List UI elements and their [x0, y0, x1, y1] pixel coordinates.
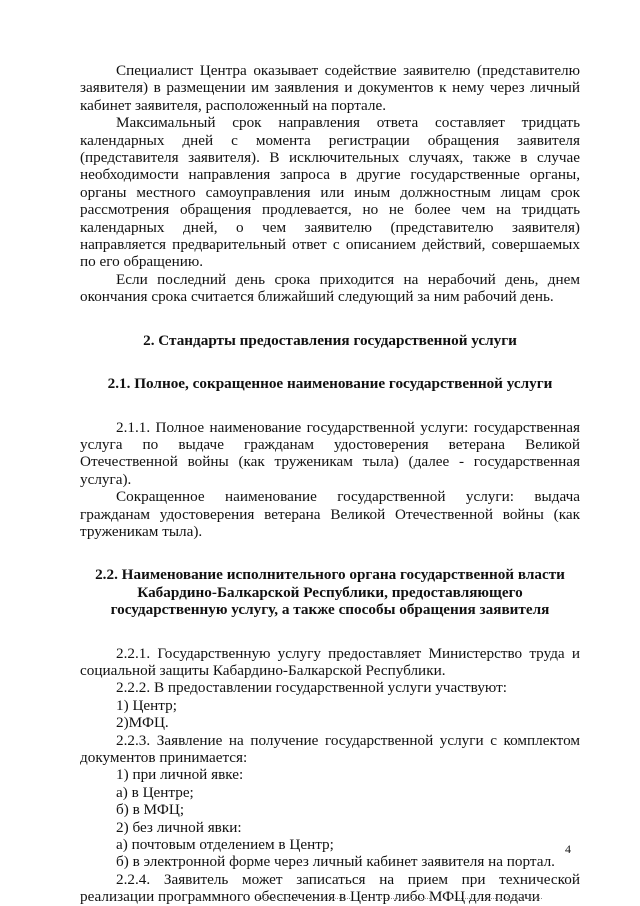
list-item-center: 1) Центр;: [116, 696, 177, 714]
paragraph-max-term: Максимальный срок направления ответа составляет тридцать календарных дней с момента регистрации обращения заявителя (представителя заявителя). В исключительных случаях, также в случае необходимости направления запроса в другие государственные органы, органы местного самоуправления или иным должностным лицам срок рассмотрения обращения продлевается, но не более чем на тридцать календарных дней, о чем заявителю (представителю заявителя) направляется предварительный ответ с описанием действий, совершаемых по его обращению.: [80, 114, 580, 271]
paragraph-2-2-2: 2.2.2. В предоставлении государственной услуги участвуют:: [116, 679, 507, 697]
page-number: 4: [565, 842, 571, 856]
list-item-personal-visit: 1) при личной явке:: [116, 766, 244, 784]
paragraph-2-2-4: 2.2.4. Заявитель может записаться на прием при технической реализации программного обеспечения в Центр либо МФЦ для подачи: [80, 870, 580, 906]
section-heading-2-1: 2.1. Полное, сокращенное наименование государственной услуги: [107, 375, 553, 393]
list-item-mfc: 2)МФЦ.: [116, 714, 169, 732]
section-heading-2-2: 2.2. Наименование исполнительного органа государственной власти Кабардино-Балкарской Республики, предоставляющего государственную услугу, а также способы обращения заявителя: [95, 566, 565, 619]
list-item-b-mfc: б) в МФЦ;: [116, 801, 185, 819]
paragraph-non-working-day: Если последний день срока приходится на нерабочий день, днем окончания срока считается ближайший следующий за ним рабочий день.: [80, 270, 580, 306]
list-item-a-post: а) почтовым отделением в Центр;: [116, 836, 334, 854]
paragraph-2-2-1: 2.2.1. Государственную услугу предоставляет Министерство труда и социальной защиты Кабардино-Балкарской Республики.: [80, 644, 580, 679]
list-item-a-center: а) в Центре;: [116, 783, 194, 801]
paragraph-2-2-3: 2.2.3. Заявление на получение государственной услуги с комплектом документов принимается:: [80, 731, 580, 766]
paragraph-short-name: Сокращенное наименование государственной услуги: выдача гражданам удостоверения ветерана Великой Отечественной войны (как труженикам тыла).: [80, 488, 580, 540]
footer-divider: [258, 898, 350, 899]
document-page: [80, 62, 580, 906]
paragraph-specialist: Специалист Центра оказывает содействие заявителю (представителю заявителя) в размещении им заявления и документов к нему через личный кабинет заявителя, расположенный на портале.: [80, 62, 580, 114]
footer-divider: [450, 898, 542, 899]
footer-divider: [378, 898, 432, 899]
list-item-no-personal-visit: 2) без личной явки:: [116, 818, 242, 836]
section-heading-2: 2. Стандарты предоставления государственной услуги: [143, 331, 517, 349]
paragraph-2-1-1: 2.1.1. Полное наименование государственной услуги: государственная услуга по выдаче гражданам удостоверения ветерана Великой Отечественной войны (как труженикам тыла) (далее - государственная услуга).: [80, 418, 580, 488]
list-item-b-electronic: б) в электронной форме через личный кабинет заявителя на портал.: [116, 853, 555, 871]
